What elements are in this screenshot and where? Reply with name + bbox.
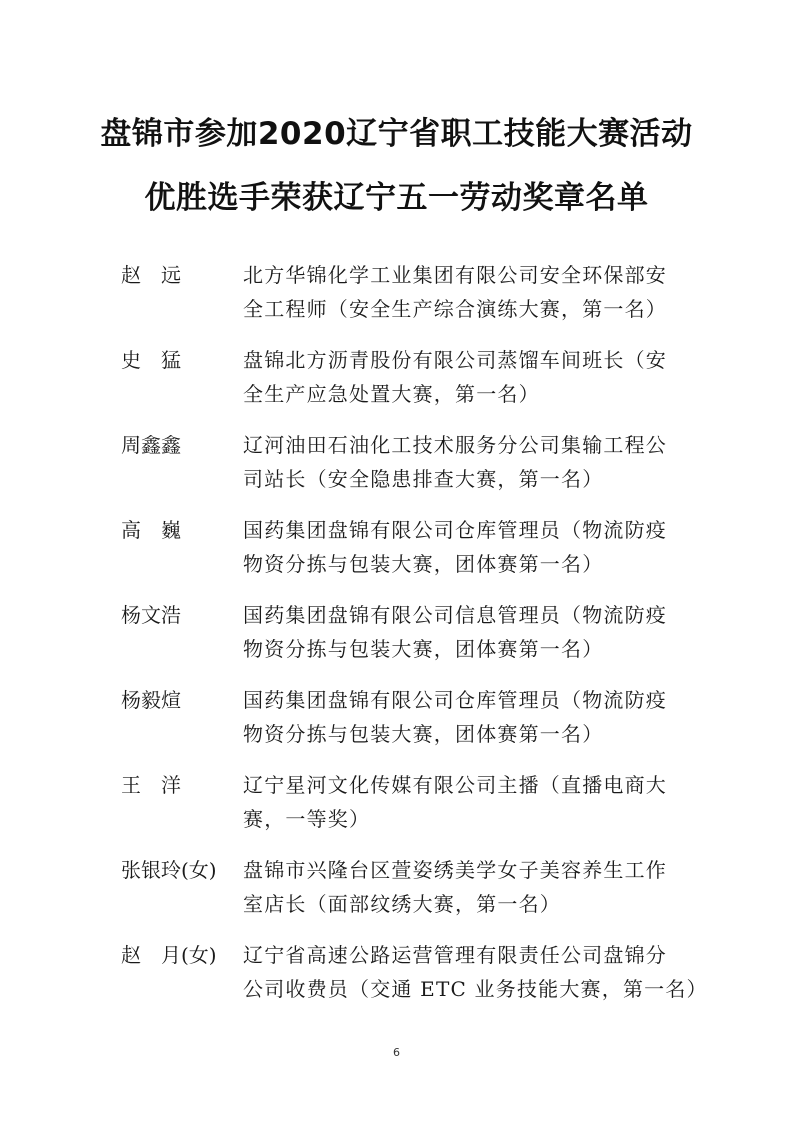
awardee-name: 高 巍 bbox=[121, 518, 181, 542]
awardee-description bbox=[243, 343, 683, 411]
description-line: 公司收费员（交通 ETC 业务技能大赛，第一名） bbox=[243, 977, 708, 1001]
awardee-description bbox=[243, 683, 683, 751]
description-line: 司站长（安全隐患排查大赛，第一名） bbox=[243, 467, 604, 491]
description-line: 全生产应急处置大赛，第一名） bbox=[243, 382, 540, 406]
description-line: 国药集团盘锦有限公司信息管理员（物流防疫 bbox=[243, 603, 667, 627]
list-item bbox=[0, 258, 793, 338]
description-line: 北方华锦化学工业集团有限公司安全环保部安 bbox=[243, 263, 667, 287]
list-item bbox=[0, 683, 793, 763]
awardee-name: 周鑫鑫 bbox=[121, 433, 181, 457]
awardee-name: 赵 月(女) bbox=[121, 943, 217, 967]
awardee-description bbox=[243, 768, 683, 836]
description-line: 盘锦市兴隆台区萱姿绣美学女子美容养生工作 bbox=[243, 858, 667, 882]
description-line: 物资分拣与包装大赛，团体赛第一名） bbox=[243, 552, 604, 576]
description-line: 辽河油田石油化工技术服务分公司集输工程公 bbox=[243, 433, 667, 457]
description-line: 室店长（面部纹绣大赛，第一名） bbox=[243, 892, 561, 916]
awardee-description bbox=[243, 428, 683, 496]
page-number: 6 bbox=[393, 1046, 400, 1059]
description-line: 盘锦北方沥青股份有限公司蒸馏车间班长（安 bbox=[243, 348, 667, 372]
awardee-description bbox=[243, 598, 683, 666]
awardee-name: 杨毅煊 bbox=[121, 688, 181, 712]
awardee-name: 杨文浩 bbox=[121, 603, 181, 627]
awardee-description bbox=[243, 853, 683, 921]
list-item bbox=[0, 513, 793, 593]
list-item bbox=[0, 938, 793, 1018]
description-line: 全工程师（安全生产综合演练大赛，第一名） bbox=[243, 297, 667, 321]
description-line: 辽宁星河文化传媒有限公司主播（直播电商大 bbox=[243, 773, 667, 797]
awardee-description bbox=[243, 938, 708, 1006]
awardee-name: 张银玲(女) bbox=[121, 858, 217, 882]
list-item bbox=[0, 768, 793, 848]
document-title-line-1: 盘锦市参加2020辽宁省职工技能大赛活动 bbox=[100, 116, 693, 152]
awardee-description bbox=[243, 513, 683, 581]
list-item bbox=[0, 598, 793, 678]
description-line: 物资分拣与包装大赛，团体赛第一名） bbox=[243, 637, 604, 661]
awardee-name: 赵 远 bbox=[121, 263, 181, 287]
document-title-line-2: 优胜选手荣获辽宁五一劳动奖章名单 bbox=[144, 180, 649, 216]
awardee-name: 王 洋 bbox=[121, 773, 181, 797]
list-item bbox=[0, 343, 793, 423]
list-item bbox=[0, 428, 793, 508]
awardee-name: 史 猛 bbox=[121, 348, 181, 372]
description-line: 国药集团盘锦有限公司仓库管理员（物流防疫 bbox=[243, 518, 667, 542]
awardee-description bbox=[243, 258, 683, 326]
description-line: 国药集团盘锦有限公司仓库管理员（物流防疫 bbox=[243, 688, 667, 712]
description-line: 辽宁省高速公路运营管理有限责任公司盘锦分 bbox=[243, 943, 667, 967]
description-line: 物资分拣与包装大赛，团体赛第一名） bbox=[243, 722, 604, 746]
description-line: 赛，一等奖） bbox=[243, 807, 371, 831]
list-item bbox=[0, 853, 793, 933]
